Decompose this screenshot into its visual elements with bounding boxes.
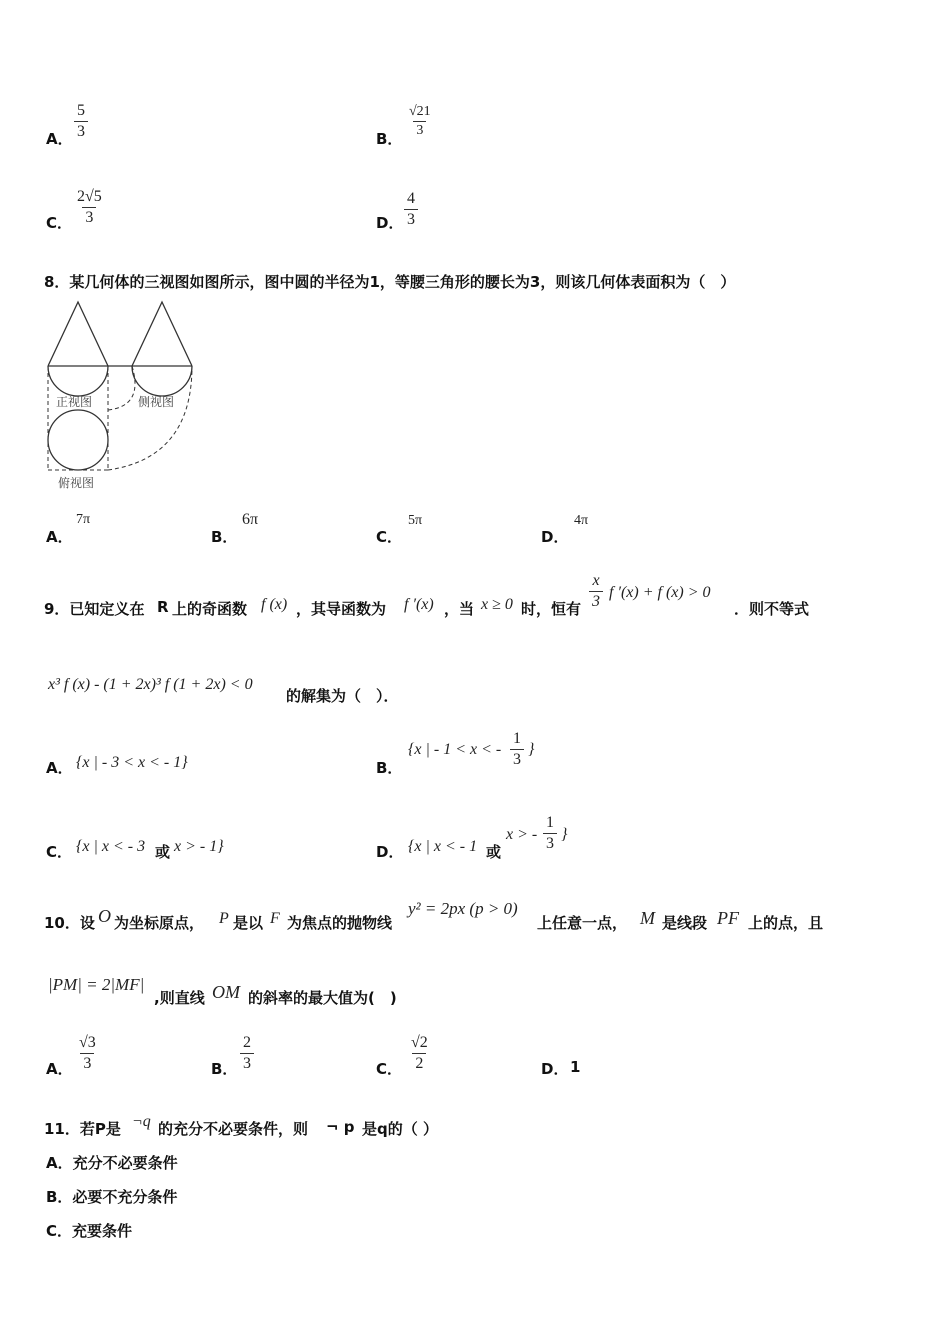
q9-option-c-label: C．	[46, 843, 73, 861]
q7-option-a-label: A．	[46, 130, 73, 148]
q10-prefix: 10．设	[44, 914, 95, 932]
q7-option-d-label: D．	[376, 214, 404, 232]
q9-option-d-label: D．	[376, 843, 404, 861]
q10-parabola-eq: y² = 2px (p > 0)	[408, 899, 518, 918]
denominator: 3	[74, 121, 88, 141]
q7-option-c-fraction	[74, 188, 105, 227]
q10-option-c-label: C．	[376, 1060, 403, 1078]
q10-text-2: 是以	[233, 914, 264, 932]
denominator: 3	[404, 209, 418, 229]
q9-option-d-v1: {x | x < - 1	[408, 838, 478, 855]
q9-text-1: 上的奇函数	[172, 600, 248, 618]
denominator: 3	[80, 1053, 94, 1073]
projection-arc-small	[108, 366, 135, 410]
q7-option-a-fraction	[74, 102, 88, 141]
q10-option-c-fraction	[408, 1034, 431, 1073]
q7-option-b-label: B．	[376, 130, 403, 148]
numerator: 2	[243, 1034, 251, 1051]
q10-option-b-label: B．	[211, 1060, 238, 1078]
q9-option-d-fraction	[543, 814, 557, 853]
side-view-triangle	[132, 302, 192, 366]
q10-P: P	[219, 910, 229, 927]
q11-not-q: ¬q	[132, 1113, 151, 1130]
denominator: 3	[82, 207, 96, 227]
q10-option-b-fraction	[240, 1034, 254, 1073]
q11-text-c: 是q的（ ）	[362, 1120, 438, 1138]
q9-option-b-pre: {x | - 1 < x < -	[408, 741, 502, 758]
q8-option-d-label: D．	[541, 528, 569, 546]
q7-option-d-fraction	[404, 190, 418, 229]
denominator: 3	[240, 1053, 254, 1073]
q9-fx: f (x)	[261, 596, 288, 613]
numerator: √2	[411, 1034, 428, 1051]
numerator: √3	[79, 1034, 96, 1051]
projection-arc-large	[108, 366, 192, 470]
denominator: 2	[412, 1053, 426, 1073]
q10-text-5: 是线段	[662, 914, 708, 932]
q9-R: R	[157, 598, 169, 616]
numerator: 5	[77, 102, 85, 119]
q9-option-a-value: {x | - 3 < x < - 1}	[76, 754, 188, 771]
denominator: 3	[543, 833, 557, 853]
q10-text-3: 为焦点的抛物线	[287, 914, 393, 932]
numerator: 1	[513, 730, 521, 747]
q10-O: O	[98, 906, 111, 926]
q11-not-p: ¬ p	[326, 1118, 355, 1136]
q9-ineq-rest: f ′(x) + f (x) > 0	[609, 584, 711, 601]
q11-option-c: C．充要条件	[46, 1222, 133, 1240]
q10-option-d-value: 1	[570, 1058, 581, 1076]
q10-text-6: 上的点，且	[748, 914, 824, 932]
q9-option-c-or: 或	[155, 843, 171, 861]
q10-line2-math: |PM| = 2|MF|	[48, 975, 145, 994]
q10-line2-a: ,则直线	[154, 989, 205, 1007]
q10-option-a-label: A．	[46, 1060, 73, 1078]
q8-option-a-value: 7π	[76, 512, 91, 527]
q11-text-b: 的充分不必要条件，则	[158, 1120, 309, 1138]
numerator: 2√5	[77, 188, 102, 205]
q8-option-c-label: C．	[376, 528, 403, 546]
q9-text-2: ，其导函数为	[296, 600, 387, 618]
q10-OM: OM	[212, 982, 240, 1002]
q10-line2-b: 的斜率的最大值为( )	[248, 989, 397, 1007]
front-view-semicircle	[48, 366, 108, 396]
q10-text-1: 为坐标原点，	[114, 914, 205, 932]
q9-prefix: 9．已知定义在	[44, 600, 145, 618]
q9-text-4: 时，恒有	[521, 600, 582, 618]
q9-option-b-label: B．	[376, 759, 403, 777]
q9-line2-math: x³ f (x) - (1 + 2x)³ f (1 + 2x) < 0	[48, 676, 253, 693]
q8-stem: 8．某几何体的三视图如图所示，图中圆的半径为1，等腰三角形的腰长为3，则该几何体表面积为（ ）	[44, 273, 736, 291]
front-view-label: 正视图	[56, 395, 93, 409]
q9-option-c-v2: x > - 1}	[174, 838, 224, 855]
q9-option-a-label: A．	[46, 759, 73, 777]
q8-option-b-label: B．	[211, 528, 238, 546]
q9-option-b-post: }	[528, 741, 535, 758]
numerator: 1	[546, 814, 554, 831]
q10-M: M	[640, 908, 655, 928]
q7-option-b-fraction	[406, 104, 434, 139]
q10-option-d-label: D．	[541, 1060, 569, 1078]
q11-option-a: A．充分不必要条件	[46, 1154, 178, 1172]
q9-line2-text: 的解集为（ ）．	[286, 687, 399, 705]
q9-option-d-post: }	[561, 826, 568, 843]
q9-option-d-or: 或	[486, 843, 502, 861]
q9-fprime: f ′(x)	[404, 596, 434, 613]
q7-option-c-label: C．	[46, 214, 73, 232]
q9-option-d-v2: x > -	[506, 826, 538, 843]
denominator: 3	[510, 749, 524, 769]
q8-option-a-label: A．	[46, 528, 73, 546]
denominator: 3	[589, 591, 603, 611]
q8-option-d-value: 4π	[574, 513, 589, 528]
side-view-semicircle	[132, 366, 192, 396]
q10-text-4: 上任意一点，	[537, 914, 628, 932]
q9-text-3: ，当	[444, 600, 475, 618]
q9-option-c-v1: {x | x < - 3	[76, 838, 146, 855]
numerator: √21	[409, 104, 431, 119]
q9-text-5: ．则不等式	[734, 600, 810, 618]
q8-option-c-value: 5π	[408, 513, 423, 528]
q11-text-a: 11．若P是	[44, 1120, 121, 1138]
q9-option-b-fraction	[510, 730, 524, 769]
q10-option-a-fraction	[76, 1034, 99, 1073]
numerator: x	[592, 572, 600, 589]
q9-ineq-fraction	[589, 572, 603, 611]
side-view-label: 侧视图	[138, 395, 175, 409]
denominator: 3	[413, 121, 426, 139]
front-view-triangle	[48, 302, 108, 366]
q10-PF: PF	[717, 908, 739, 928]
q10-F: F	[270, 910, 280, 927]
numerator: 4	[407, 190, 415, 207]
top-view-label: 俯视图	[58, 476, 95, 490]
q9-condition: x ≥ 0	[481, 596, 513, 613]
q8-option-b-value: 6π	[242, 511, 259, 528]
top-view-circle	[48, 410, 108, 470]
q11-option-b: B．必要不充分条件	[46, 1188, 178, 1206]
